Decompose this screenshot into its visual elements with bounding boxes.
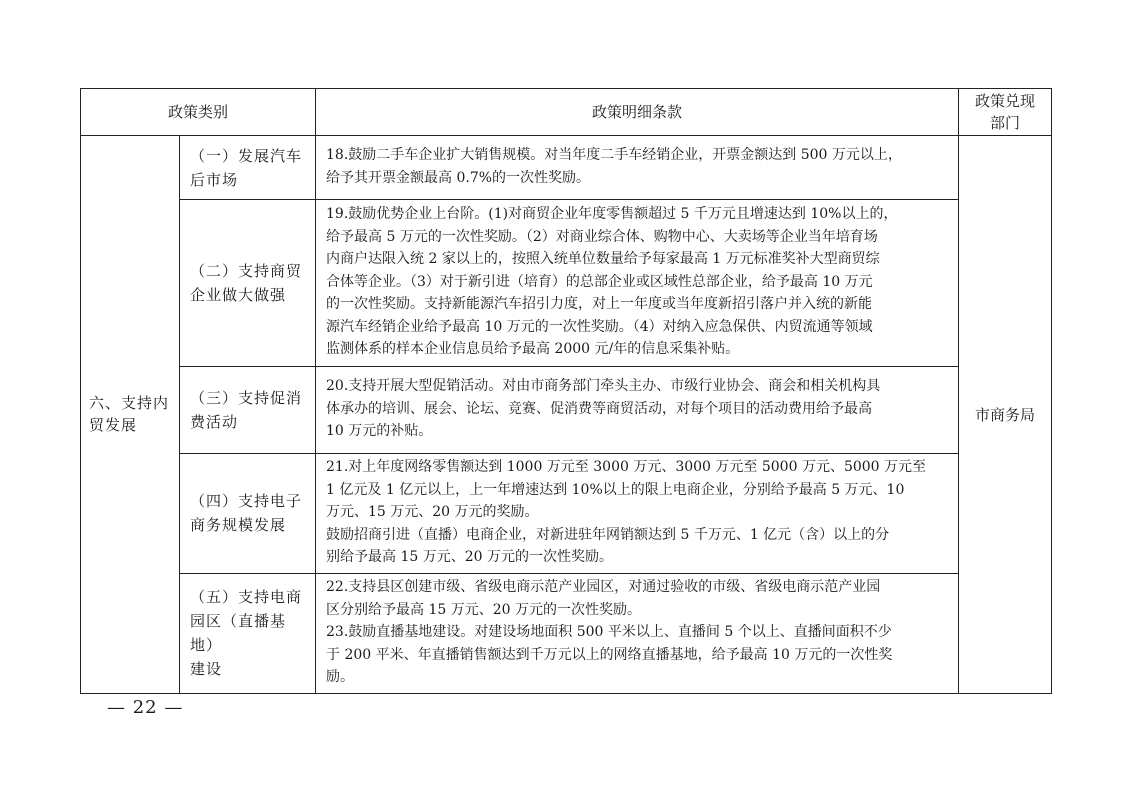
header-department-line: 政策兑现	[975, 92, 1036, 110]
policy-table	[80, 88, 1052, 694]
detail-line: 23.鼓励直播基地建设。对建设场地面积 500 平米以上、直播间 5 个以上、直播间面积不少	[326, 624, 892, 641]
table-row	[81, 454, 1052, 574]
detail-cell	[316, 454, 959, 574]
detail-cell	[316, 573, 959, 693]
detail-line: 19.鼓励优势企业上台阶。(1)对商贸企业年度零售额超过 5 千万元且增速达到 10%以上的，	[326, 205, 898, 222]
subcategory-line: （五）支持电商	[190, 588, 303, 607]
subcategory-line: 费活动	[190, 413, 239, 431]
subcategory-line: （四）支持电子	[190, 492, 303, 511]
detail-line: 于 200 平米、年直播销售额达到千万元以上的网络直播基地，给予最高 10 万元的一次性奖	[326, 646, 893, 663]
detail-line: 监测体系的样本企业信息员给予最高 2000 元/年的信息采集补贴。	[326, 341, 740, 358]
subcategory-line: 建设	[190, 660, 223, 679]
detail-line: 给予最高 5 万元的一次性奖励。（2）对商业综合体、购物中心、大卖场等企业当年培育场	[326, 228, 878, 245]
detail-line: 22.支持县区创建市级、省级电商示范产业园区，对通过验收的市级、省级电商示范产业园	[326, 578, 881, 595]
subcategory-line: 后市场	[190, 170, 239, 189]
detail-line: 励。	[326, 669, 355, 686]
header-detail: 政策明细条款	[316, 89, 959, 136]
detail-line: 内商户达限入统 2 家以上的，按照入统单位数量给予每家最高 1 万元标准奖补大型商贸综	[326, 251, 880, 268]
detail-line: 20.支持开展大型促销活动。对由市商务部门牵头主办、市级行业协会、商会和相关机构具	[326, 378, 881, 395]
category-line: 六、支持内	[89, 394, 170, 413]
detail-cell	[316, 200, 959, 367]
detail-line: 源汽车经销企业给予最高 10 万元的一次性奖励。（4）对纳入应急保供、内贸流通等领域	[326, 318, 873, 335]
detail-line: 21.对上年度网络零售额达到 1000 万元至 3000 万元、3000 万元至 5000 万元、5000 万元至	[326, 459, 927, 475]
category-cell	[81, 136, 180, 694]
detail-cell	[316, 136, 959, 200]
detail-line: 万元、15 万元、20 万元的奖励。	[326, 504, 539, 521]
subcategory-line: （二）支持商贸	[190, 262, 303, 280]
detail-line: 区分别给予最高 15 万元、20 万元的一次性奖励。	[326, 601, 641, 618]
page-number: — 22 —	[107, 697, 184, 718]
subcategory-line: 商务规模发展	[190, 516, 287, 535]
table-header-row	[81, 89, 1052, 136]
table-row	[81, 573, 1052, 693]
detail-line: 10 万元的补贴。	[326, 423, 433, 440]
table-row	[81, 367, 1052, 454]
table-row	[81, 200, 1052, 367]
header-department	[959, 89, 1052, 136]
detail-line: 体承办的培训、展会、论坛、竞赛、促消费等商贸活动，对每个项目的活动费用给予最高	[326, 400, 873, 417]
detail-line: 的一次性奖励。支持新能源汽车招引力度，对上一年度或当年度新招引落户并入统的新能	[326, 296, 873, 313]
detail-line: 给予其开票金额最高 0.7%的一次性奖励。	[326, 169, 591, 186]
category-line: 贸发展	[89, 416, 138, 435]
subcategory-line: （三）支持促消	[190, 389, 303, 407]
table-row	[81, 136, 1052, 200]
detail-line: 合体等企业。（3）对于新引进（培育）的总部企业或区域性总部企业，给予最高 10 万元	[326, 273, 873, 290]
subcategory-line: 园区（直播基地）	[190, 612, 287, 655]
detail-line: 18.鼓励二手车企业扩大销售规模。对当年度二手车经销企业，开票金额达到 500 万元以上，	[326, 146, 902, 163]
subcategory-cell	[180, 200, 316, 367]
detail-cell	[316, 367, 959, 454]
department-cell: 市商务局	[959, 136, 1052, 694]
subcategory-cell	[180, 454, 316, 574]
detail-line: 1 亿元及 1 亿元以上，上一年增速达到 10%以上的限上电商企业，分别给予最高 5 万元、10	[326, 481, 905, 498]
header-department-line: 部门	[990, 114, 1021, 132]
subcategory-line: 企业做大做强	[190, 286, 287, 304]
subcategory-cell	[180, 573, 316, 693]
subcategory-cell	[180, 367, 316, 454]
subcategory-line: （一）发展汽车	[190, 146, 303, 165]
subcategory-cell	[180, 136, 316, 200]
detail-line: 别给予最高 15 万元、20 万元的一次性奖励。	[326, 549, 613, 566]
detail-line: 鼓励招商引进（直播）电商企业，对新进驻年网销额达到 5 千万元、1 亿元（含）以上的分	[326, 526, 890, 543]
header-category: 政策类别	[81, 89, 316, 136]
